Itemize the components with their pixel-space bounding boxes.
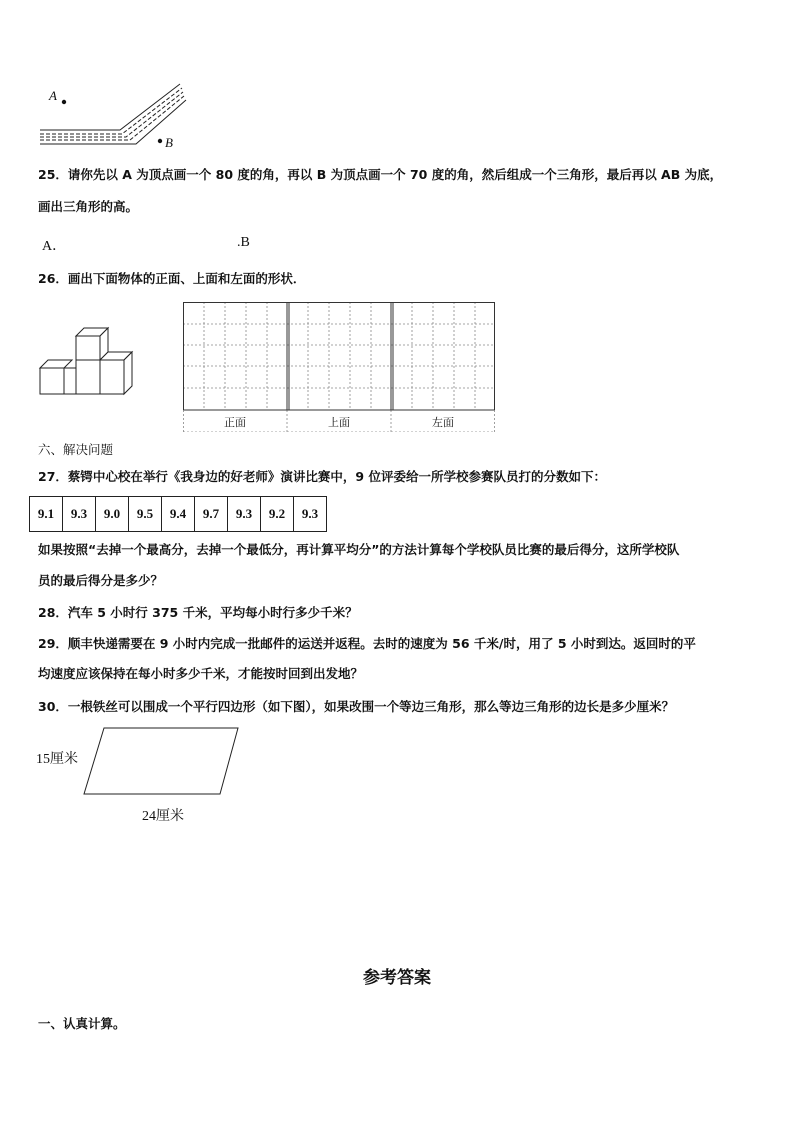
cube-stack-figure bbox=[36, 322, 140, 398]
answers-title: 参考答案 bbox=[363, 968, 431, 988]
parallelogram-side-label: 15厘米 bbox=[36, 752, 78, 767]
answers-section1: 一、认真计算。 bbox=[38, 1016, 126, 1031]
parallelogram-figure bbox=[70, 722, 250, 802]
q30-text: 30．一根铁丝可以围成一个平行四边形（如下图），如果改围一个等边三角形，那么等边三角形的边长是多少厘米？ bbox=[38, 699, 675, 714]
score-cell: 9.0 bbox=[96, 497, 129, 532]
road-label-a: A bbox=[49, 88, 57, 103]
q27-line3: 员的最后得分是多少？ bbox=[38, 573, 164, 588]
score-cell: 9.7 bbox=[195, 497, 228, 532]
score-cell: 9.4 bbox=[162, 497, 195, 532]
q25-line1: 25．请你先以 A 为顶点画一个 80 度的角，再以 B 为顶点画一个 70 度的角，然后组成一个三角形，最后再以 AB 为底， bbox=[38, 167, 723, 182]
view-label-front: 正面 bbox=[224, 416, 246, 429]
q25-point-a: A． bbox=[42, 239, 67, 254]
section6-heading: 六、解决问题 bbox=[38, 442, 114, 457]
q27-text: 27．蔡锷中心校在举行《我身边的好老师》演讲比赛中，9 位评委给一所学校参赛队员打的分数如下： bbox=[38, 469, 606, 484]
score-cell: 9.1 bbox=[30, 497, 63, 532]
score-table bbox=[29, 496, 327, 532]
q25-point-b: .B bbox=[237, 235, 250, 250]
q27-line2: 如果按照“去掉一个最高分，去掉一个最低分，再计算平均分”的方法计算每个学校队员比赛的最后得分，这所学校队 bbox=[38, 542, 680, 557]
q25-line2: 画出三角形的高。 bbox=[38, 199, 139, 214]
q29-line2: 均速度应该保持在每小时多少千米，才能按时回到出发地？ bbox=[38, 666, 364, 681]
point-b-dot bbox=[158, 139, 162, 143]
score-cell: 9.3 bbox=[228, 497, 261, 532]
road-label-b: B bbox=[165, 135, 173, 150]
score-cell: 9.2 bbox=[261, 497, 294, 532]
q26-text: 26．画出下面物体的正面、上面和左面的形状． bbox=[38, 271, 306, 286]
view-drawing-grid[interactable] bbox=[183, 302, 495, 432]
table-row bbox=[30, 497, 327, 532]
point-a-dot bbox=[62, 100, 66, 104]
score-cell: 9.3 bbox=[63, 497, 96, 532]
q28-text: 28．汽车 5 小时行 375 千米，平均每小时行多少千米？ bbox=[38, 605, 358, 620]
score-cell: 9.5 bbox=[129, 497, 162, 532]
q29-line1: 29．顺丰快递需要在 9 小时内完成一批邮件的运送并返程。去时的速度为 56 千米/时，用了 5 小时到达。返回时的平 bbox=[38, 636, 696, 651]
score-cell: 9.3 bbox=[294, 497, 327, 532]
view-label-left: 左面 bbox=[432, 416, 454, 429]
grid-lines bbox=[183, 302, 495, 432]
parallelogram-base-label: 24厘米 bbox=[142, 809, 184, 824]
view-label-top: 上面 bbox=[328, 416, 350, 429]
